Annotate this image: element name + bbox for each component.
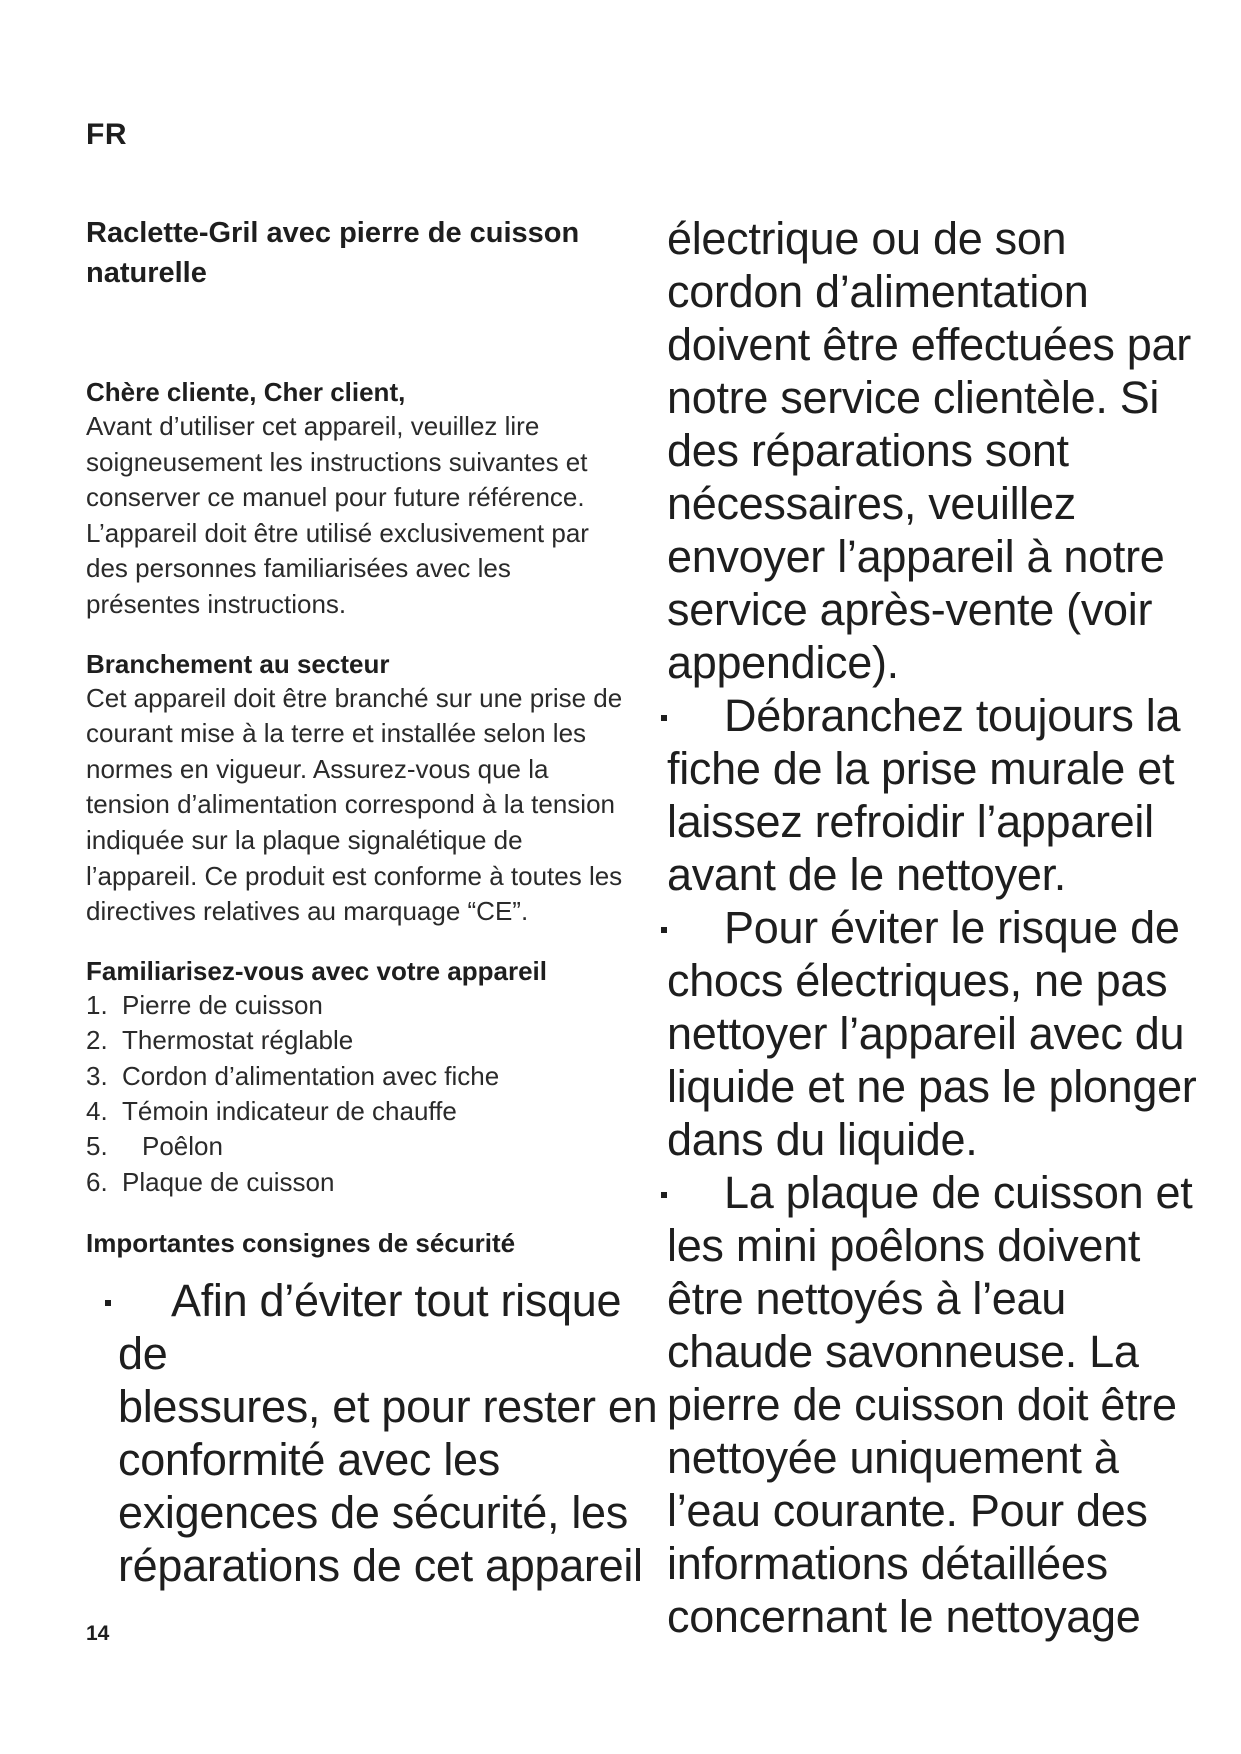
safety-item-1-text: blessures, et pour rester en conformité avec les exigences de sécurité, les réparations de cet appareil: [118, 1381, 658, 1592]
right-column: [667, 212, 1207, 1643]
list-item: 4. Témoin indicateur de chauffe: [86, 1095, 457, 1126]
document-title: Raclette-Gril avec pierre de cuisson naturelle: [86, 217, 580, 289]
safety-item-4: [667, 1166, 1207, 1643]
list-item: 1. Pierre de cuisson: [86, 989, 323, 1020]
power-paragraph: Cet appareil doit être branché sur une prise de courant mise à la terre et installée selon les normes en vigueur. Assurez-vous que la tension d’alimentation correspond à la tension indiquée sur la plaque signalétique de l’appareil. Ce produit est conforme à toutes les directives relatives au marquage “CE”.: [86, 682, 623, 927]
bullet-icon: [661, 927, 667, 933]
safety-item-2-text: Débranchez toujours la fiche de la prise murale et laissez refroidir l’appareil avant de le nettoyer.: [667, 690, 1181, 900]
list-item: 6. Plaque de cuisson: [86, 1166, 335, 1197]
safety-item-3-text: Pour éviter le risque de chocs électriques, ne pas nettoyer l’appareil avec du liquide et ne pas le plonger dans du liquide.: [667, 902, 1197, 1165]
language-code: FR: [86, 118, 127, 151]
safety-item-1-first-line: Afin d’éviter tout risque de: [118, 1275, 622, 1380]
parts-list: [86, 988, 626, 1200]
safety-heading: Importantes consignes de sécurité: [86, 1228, 516, 1259]
list-item: 2. Thermostat réglable: [86, 1025, 354, 1056]
intro-paragraph: Avant d’utiliser cet appareil, veuillez lire soigneusement les instructions suivantes et conserver ce manuel pour future référence. L’appareil doit être utilisé exclusivement par des personnes familiarisées avec les présentes instructions.: [86, 411, 589, 619]
safety-item-3: [667, 901, 1207, 1166]
parts-heading: Familiarisez-vous avec votre appareil: [86, 955, 547, 986]
bullet-icon: [661, 1192, 667, 1198]
safety-item-1-continued: électrique ou de son cordon d’alimentation doivent être effectuées par notre service clientèle. Si des réparations sont nécessaires, veuillez envoyer l’appareil à notre service après-vente (voir appendice).: [667, 213, 1191, 688]
list-item: 3. Cordon d’alimentation avec fiche: [86, 1060, 500, 1091]
page-number: 14: [86, 1622, 110, 1645]
safety-item-1: [118, 1274, 658, 1592]
safety-item-4-text: La plaque de cuisson et les mini poêlons doivent être nettoyés à l’eau chaude savonneuse. La pierre de cuisson doit être nettoyée uniquement à l’eau courante. Pour des informations détaillées concernant le nettoyage: [667, 1167, 1193, 1642]
left-column: [86, 213, 658, 1592]
bullet-icon: [661, 715, 667, 721]
greeting: Chère cliente, Cher client,: [86, 377, 406, 407]
safety-item-2: [667, 689, 1207, 901]
power-heading: Branchement au secteur: [86, 648, 390, 679]
list-item: 5. Poêlon: [86, 1131, 223, 1162]
bullet-icon: [105, 1300, 111, 1306]
